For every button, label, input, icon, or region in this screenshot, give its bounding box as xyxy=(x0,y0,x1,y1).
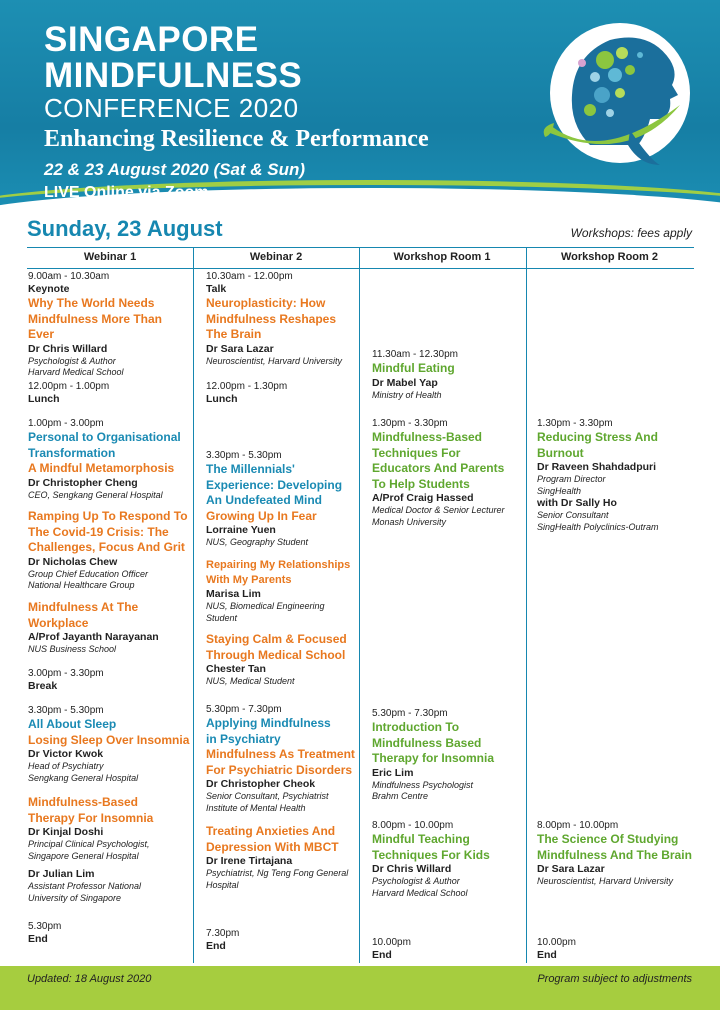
talk-title: Mindfulness-Based xyxy=(28,795,139,809)
session-lunch xyxy=(206,381,356,406)
session-theme: in Psychiatry xyxy=(206,731,281,746)
workshop-title: Mindfulness-Based xyxy=(372,430,483,444)
speaker-name: Eric Lim xyxy=(372,766,414,779)
speaker-role: Psychologist & Author xyxy=(28,355,116,366)
session-type: Talk xyxy=(206,283,227,295)
day-row xyxy=(0,214,720,244)
workshop-title: Reducing Stress And xyxy=(537,430,658,444)
talk-covid xyxy=(28,509,190,592)
workshop-stress-burnout xyxy=(537,418,693,533)
speaker-role: Group Chief Education Officer xyxy=(28,568,149,579)
workshop-educators xyxy=(372,418,524,528)
speaker-affiliation: Harvard Medical School xyxy=(372,887,468,898)
speaker-affiliation: SingHealth xyxy=(537,485,582,496)
speaker-affiliation: Singapore General Hospital xyxy=(28,850,139,861)
speaker-role: Mindfulness Psychologist xyxy=(372,779,474,790)
talk-title: Ramping Up To Respond To xyxy=(28,509,188,523)
session-time: 9.00am - 10.30am xyxy=(28,271,110,282)
session-transformation xyxy=(28,418,190,501)
speaker-name: Dr Christopher Cheng xyxy=(28,476,138,489)
session-end xyxy=(372,937,524,962)
talk-medical-school xyxy=(206,632,356,688)
session-end xyxy=(537,937,693,962)
column-header-workshop-room-2: Workshop Room 2 xyxy=(561,251,658,263)
workshop-title: To Help Students xyxy=(372,476,470,491)
day-heading: Sunday, 23 August xyxy=(27,216,223,241)
session-type: Lunch xyxy=(206,393,238,405)
speaker-name: Dr Chris Willard xyxy=(28,342,108,355)
session-time: 8.00pm - 10.00pm xyxy=(537,820,619,831)
speaker-name: Dr Victor Kwok xyxy=(28,748,104,760)
speaker-name: Chester Tan xyxy=(206,663,266,675)
session-theme: Applying Mindfulness xyxy=(206,716,331,730)
speaker-affiliation: Brahm Centre xyxy=(372,791,429,801)
talk-title: A Mindful Metamorphosis xyxy=(28,461,175,475)
session-title: Why The World Needs xyxy=(28,296,155,310)
session-time: 1.30pm - 3.30pm xyxy=(372,418,448,429)
speaker-affiliation: National Healthcare Group xyxy=(28,580,135,590)
conference-subtitle: Enhancing Resilience & Performance xyxy=(44,126,429,152)
title-mindfulness: MINDFULNESS xyxy=(44,56,303,95)
talk-title: Challenges, Focus And Grit xyxy=(28,540,185,554)
talk-title: For Psychiatric Disorders xyxy=(206,762,353,777)
talk-title: The Covid-19 Crisis: The xyxy=(28,524,169,539)
talk-title: Mindfulness As Treatment xyxy=(206,747,355,761)
session-time: 10.00pm xyxy=(537,937,576,948)
speaker-affiliation: Institute of Mental Health xyxy=(206,802,306,813)
speaker-role: Principal Clinical Psychologist, xyxy=(28,839,150,849)
session-time: 11.30am - 12.30pm xyxy=(372,349,458,360)
live-online-note: LIVE Online via Zoom xyxy=(44,184,209,201)
talk-title: Workplace xyxy=(28,615,89,630)
session-time: 10.30am - 12.00pm xyxy=(206,271,293,282)
workshop-insomnia xyxy=(372,708,524,803)
workshop-title: The Science Of Studying xyxy=(537,832,679,846)
session-type: End xyxy=(206,940,226,952)
talk-title: Staying Calm & Focused xyxy=(206,632,347,646)
workshop-mindful-eating xyxy=(372,349,524,401)
session-type: Break xyxy=(28,680,58,692)
title-conference: CONFERENCE 2020 xyxy=(44,93,299,123)
adjustments-note: Program subject to adjustments xyxy=(537,973,692,985)
talk-workplace xyxy=(28,600,190,656)
speaker-affiliation: SingHealth Polyclinics-Outram xyxy=(537,521,659,532)
speaker-role: Program Director xyxy=(537,474,606,484)
workshop-title: Mindfulness And The Brain xyxy=(537,847,692,862)
speaker-name: Marisa Lim xyxy=(206,588,261,600)
session-time: 5.30pm - 7.30pm xyxy=(206,704,282,715)
workshop-title: Introduction To xyxy=(372,720,460,734)
session-type: End xyxy=(28,933,48,945)
session-type: End xyxy=(537,949,557,961)
session-talk xyxy=(206,271,356,367)
workshop-title: Mindful Eating xyxy=(372,361,455,375)
speaker-role: Medical Doctor & Senior Lecturer xyxy=(372,505,505,515)
speaker-name: Dr Raveen Shahdadpuri xyxy=(537,461,657,473)
workshop-title: Mindfulness Based xyxy=(372,735,482,750)
session-time: 3.00pm - 3.30pm xyxy=(28,668,104,679)
session-time: 7.30pm xyxy=(206,928,240,939)
title-singapore: SINGAPORE xyxy=(44,20,259,59)
session-theme: Experience: Developing xyxy=(206,477,343,492)
speaker-name: Dr Sara Lazar xyxy=(537,863,605,875)
column-divider xyxy=(193,247,194,963)
session-time: 5.30pm xyxy=(28,921,62,932)
talk-insomnia-therapy xyxy=(28,795,190,904)
conference-dates: 22 & 23 August 2020 (Sat & Sun) xyxy=(44,160,306,179)
session-title: Mindfulness Reshapes xyxy=(206,311,337,326)
speaker-affiliation: University of Singapore xyxy=(28,892,122,903)
column-divider xyxy=(526,247,527,963)
speaker-affiliation: Neuroscientist, Harvard University xyxy=(537,876,674,886)
column-header-workshop-room-1: Workshop Room 1 xyxy=(393,251,491,263)
workshop-kids xyxy=(372,820,524,899)
mindfulness-logo xyxy=(510,15,710,185)
session-time: 1.00pm - 3.00pm xyxy=(28,418,104,429)
speaker-role: Head of Psychiatry xyxy=(28,761,104,771)
talk-title: Repairing My Relationships xyxy=(206,559,351,571)
column-divider xyxy=(359,247,360,963)
session-time: 5.30pm - 7.30pm xyxy=(372,708,448,719)
session-break xyxy=(28,668,190,693)
session-time: 8.00pm - 10.00pm xyxy=(372,820,454,831)
speaker-name: Dr Chris Willard xyxy=(372,863,452,875)
speaker-role: Senior Consultant xyxy=(537,510,609,520)
workshop-title: Educators And Parents xyxy=(372,461,505,475)
speaker-name: Dr Irene Tirtajana xyxy=(206,855,293,867)
speaker-name: Dr Nicholas Chew xyxy=(28,555,118,568)
session-title: Neuroplasticity: How xyxy=(206,296,326,310)
session-type: Keynote xyxy=(28,283,70,295)
session-psychiatry xyxy=(206,704,356,814)
speaker-role: Psychiatrist, Ng Teng Fong General xyxy=(206,868,349,878)
speaker-affiliation: Student xyxy=(206,612,238,623)
footer-bar xyxy=(0,966,720,1010)
talk-title: Losing Sleep Over Insomnia xyxy=(28,732,190,747)
workshop-title: Mindful Teaching xyxy=(372,832,470,846)
session-end xyxy=(206,928,356,953)
session-type: Lunch xyxy=(28,393,60,405)
session-title: The Brain xyxy=(206,327,262,341)
workshop-title: Techniques For xyxy=(372,445,461,460)
speaker-name: Lorraine Yuen xyxy=(206,524,276,536)
talk-title: Growing Up In Fear xyxy=(206,508,317,523)
talk-title: Therapy For Insomnia xyxy=(28,810,154,825)
talk-title: Treating Anxieties And xyxy=(206,824,336,838)
speaker-affiliation: NUS Business School xyxy=(28,644,117,654)
session-time: 10.00pm xyxy=(372,937,411,948)
workshop-title: Burnout xyxy=(537,445,584,460)
session-millennials xyxy=(206,450,356,549)
header-banner xyxy=(0,0,720,212)
talk-title: Mindfulness At The xyxy=(28,600,139,614)
speaker-affiliation: NUS, Biomedical Engineering xyxy=(206,601,325,611)
speaker-name: Dr Kinjal Doshi xyxy=(28,826,104,838)
speaker-affiliation: Monash University xyxy=(372,516,447,527)
speaker-name: Dr Julian Lim xyxy=(28,868,95,880)
fees-note: Workshops: fees apply xyxy=(570,226,692,240)
talk-relationships xyxy=(206,558,356,624)
workshop-title: Therapy for Insomnia xyxy=(372,751,495,765)
speaker-name: A/Prof Jayanth Narayanan xyxy=(28,631,159,643)
column-header-webinar-1: Webinar 1 xyxy=(83,251,137,263)
updated-date: Updated: 18 August 2020 xyxy=(27,973,152,985)
speaker-affiliation: NUS, Geography Student xyxy=(206,537,309,547)
session-theme: Personal to Organisational xyxy=(28,430,181,444)
session-type: End xyxy=(372,949,392,961)
session-theme: Transformation xyxy=(28,445,116,460)
talk-title: Depression With MBCT xyxy=(206,839,339,854)
speaker-role: Senior Consultant, Psychiatrist xyxy=(206,791,329,801)
session-keynote xyxy=(28,271,190,379)
session-time: 1.30pm - 3.30pm xyxy=(537,418,613,429)
speaker-affiliation: NUS, Medical Student xyxy=(206,676,295,686)
speaker-role: Psychologist & Author xyxy=(372,876,460,886)
session-time: 12.00pm - 1.30pm xyxy=(206,381,288,392)
speaker-affiliation: Ministry of Health xyxy=(372,389,442,400)
session-sleep xyxy=(28,705,190,784)
speaker-affiliation: Harvard Medical School xyxy=(28,367,124,377)
session-theme: An Undefeated Mind xyxy=(206,493,322,507)
session-time: 3.30pm - 5.30pm xyxy=(206,450,282,461)
session-title: Mindfulness More Than Ever xyxy=(28,311,163,341)
speaker-name: A/Prof Craig Hassed xyxy=(372,492,474,504)
talk-title: Through Medical School xyxy=(206,647,346,662)
talk-title: With My Parents xyxy=(206,574,292,586)
session-time: 12.00pm - 1.00pm xyxy=(28,381,110,392)
speaker-role: Neuroscientist, Harvard University xyxy=(206,355,343,366)
workshop-science-brain xyxy=(537,820,693,888)
column-header-webinar-2: Webinar 2 xyxy=(249,251,303,263)
session-theme: All About Sleep xyxy=(28,717,117,731)
session-time: 3.30pm - 5.30pm xyxy=(28,705,104,716)
column-headers xyxy=(27,247,694,269)
speaker-affiliation: Hospital xyxy=(206,879,239,890)
speaker-name: Dr Mabel Yap xyxy=(372,376,438,389)
speaker-name: Dr Christopher Cheok xyxy=(206,778,316,790)
session-theme: The Millennials' xyxy=(206,462,295,476)
session-lunch xyxy=(28,381,190,406)
workshop-title: Techniques For Kids xyxy=(372,847,490,862)
speaker-role: Assistant Professor National xyxy=(28,881,142,891)
session-end xyxy=(28,921,190,946)
speaker-role: CEO, Sengkang General Hospital xyxy=(28,489,163,500)
talk-mbct xyxy=(206,824,356,891)
speaker-name: Dr Sara Lazar xyxy=(206,342,274,355)
speaker-name: with Dr Sally Ho xyxy=(537,497,617,509)
speaker-affiliation: Sengkang General Hospital xyxy=(28,772,139,783)
